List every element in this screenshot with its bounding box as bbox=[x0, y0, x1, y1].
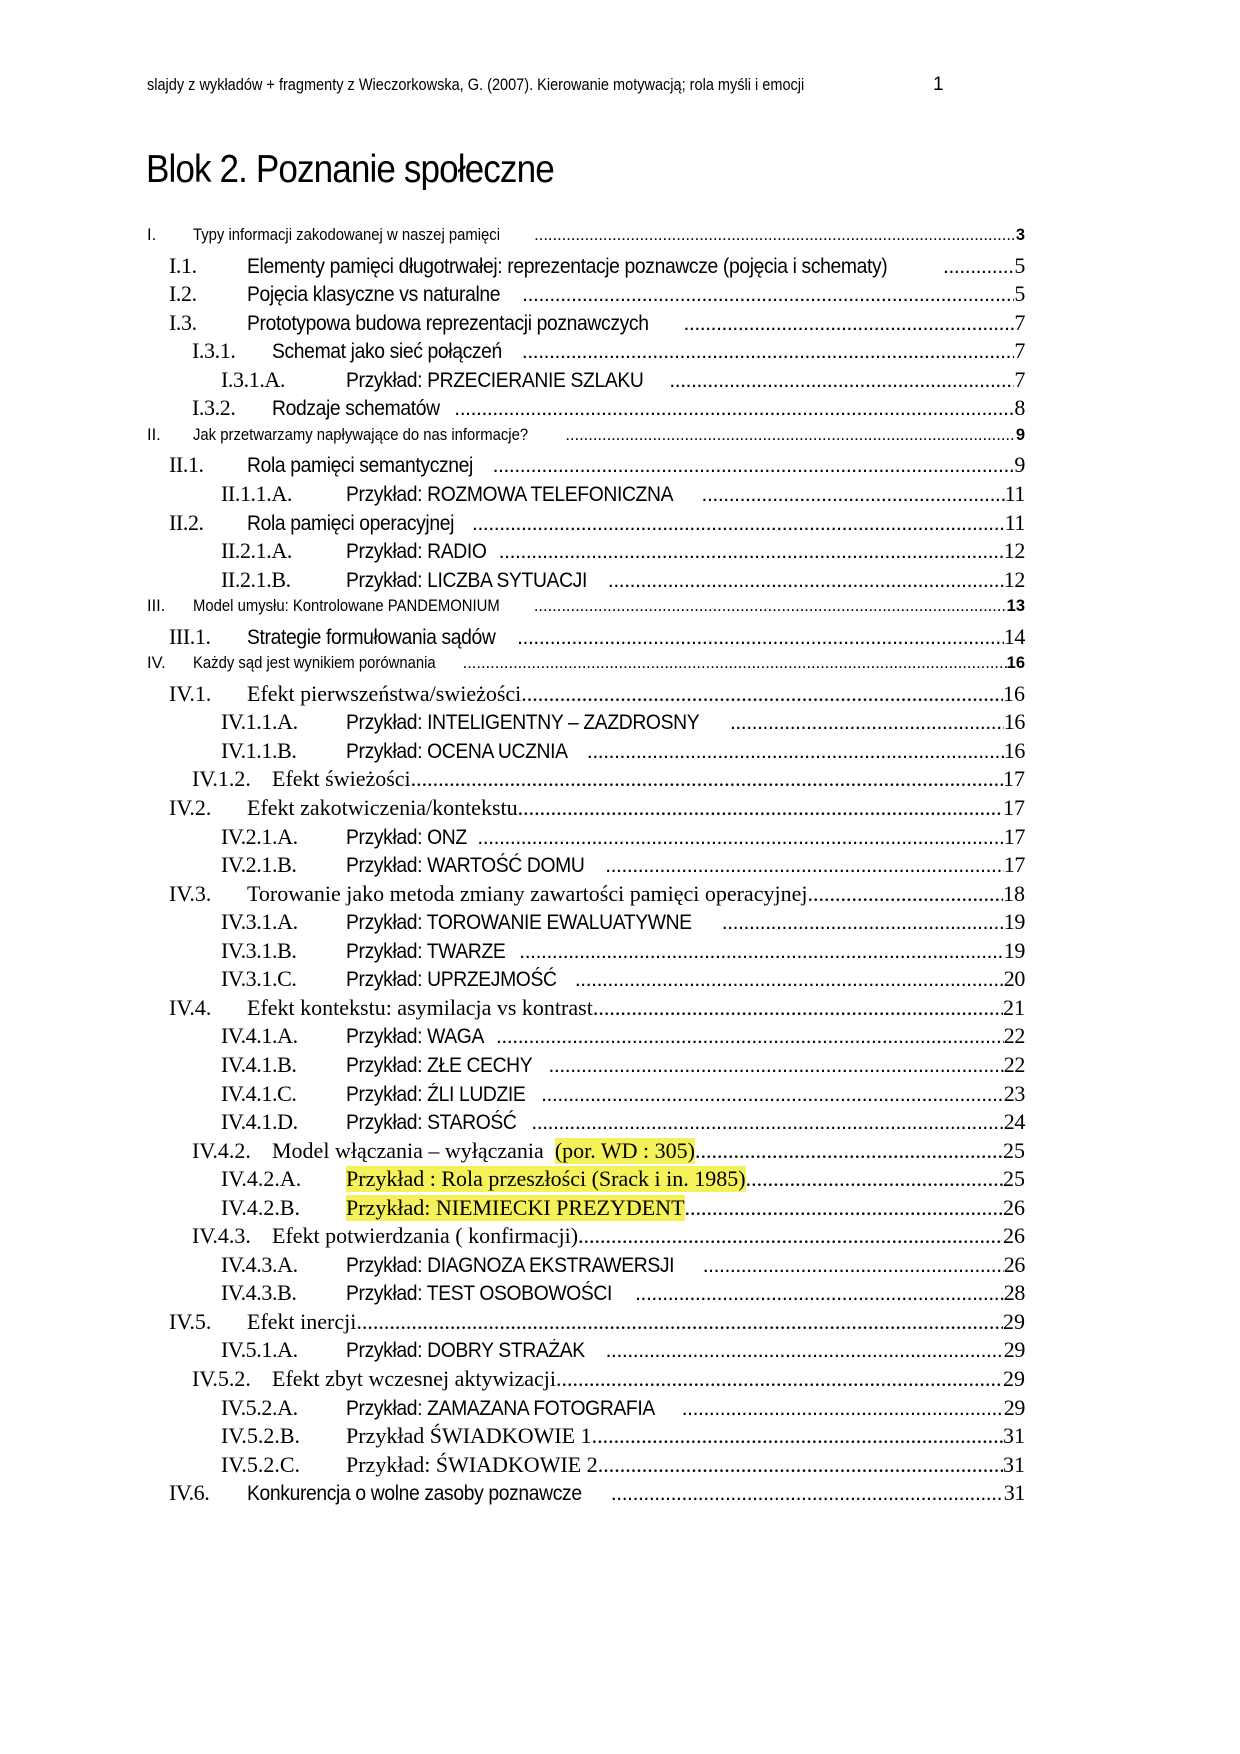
toc-entry-number: I.1. bbox=[169, 252, 197, 278]
toc-entry-page: 5 bbox=[1014, 281, 1025, 307]
toc-entry-number: IV.2.1.A. bbox=[221, 823, 298, 849]
toc-entry-number: IV.5.1.A. bbox=[221, 1337, 298, 1363]
toc-entry-number: IV.4.3. bbox=[192, 1223, 251, 1249]
toc-entry-page: 9 bbox=[1014, 452, 1025, 478]
toc-dot-leader bbox=[356, 1309, 1003, 1335]
toc-dot-leader bbox=[565, 426, 1015, 445]
toc-dot-leader bbox=[575, 968, 1004, 992]
toc-entry[interactable] bbox=[0, 1450, 1240, 1479]
toc-entry-page: 14 bbox=[1003, 623, 1025, 649]
toc-entry-title: Konkurencja o wolne zasoby poznawcze bbox=[247, 1482, 582, 1506]
toc-entry-title: Przykład: TOROWANIE EWALUATYWNE bbox=[346, 911, 692, 935]
toc-entry[interactable] bbox=[0, 1250, 1240, 1279]
toc-entry[interactable] bbox=[0, 365, 1240, 394]
toc-entry[interactable] bbox=[0, 479, 1240, 508]
toc-entry[interactable] bbox=[0, 593, 1240, 622]
toc-entry-number: IV.2.1.B. bbox=[221, 852, 297, 878]
toc-entry-title: Przykład: OCENA UCZNIA bbox=[346, 739, 568, 763]
toc-entry-page: 26 bbox=[1003, 1194, 1025, 1220]
toc-entry-page: 7 bbox=[1014, 338, 1025, 364]
toc-entry-title: Efekt pierwszeństwa/swieżości bbox=[247, 680, 522, 706]
toc-entry-number: IV.1.1.B. bbox=[221, 737, 297, 763]
toc-entry-title: Efekt zbyt wczesnej aktywizacji bbox=[272, 1366, 557, 1391]
toc-entry-number: II.1. bbox=[169, 452, 204, 478]
toc-dot-leader bbox=[463, 654, 1007, 673]
toc-dot-leader bbox=[541, 1083, 1004, 1107]
toc-dot-leader bbox=[608, 569, 1004, 593]
toc-entry-title: Strategie formułowania sądów bbox=[247, 625, 496, 649]
toc-dot-leader bbox=[635, 1282, 1004, 1306]
toc-dot-leader bbox=[682, 1397, 1004, 1421]
toc-entry-title: Rodzaje schematów bbox=[272, 397, 440, 421]
toc-entry-page: 13 bbox=[1006, 597, 1025, 616]
toc-dot-leader bbox=[695, 1138, 1003, 1164]
toc-entry[interactable] bbox=[0, 1335, 1240, 1364]
toc-entry-number: IV.4. bbox=[169, 994, 212, 1020]
toc-entry-number: IV.5.2.C. bbox=[221, 1451, 301, 1477]
toc-entry-page: 22 bbox=[1003, 1051, 1025, 1077]
toc-dot-leader bbox=[522, 283, 1014, 307]
toc-entry[interactable] bbox=[0, 536, 1240, 565]
toc-entry-title: Przykład: INTELIGENTNY – ZAZDROSNY bbox=[346, 711, 700, 735]
toc-entry-number: IV.3.1.C. bbox=[221, 966, 297, 992]
toc-entry[interactable] bbox=[0, 1278, 1240, 1307]
toc-entry-page: 19 bbox=[1003, 937, 1025, 963]
toc-dot-leader bbox=[517, 626, 1004, 650]
toc-entry-page: 28 bbox=[1003, 1280, 1025, 1306]
toc-entry[interactable] bbox=[0, 1079, 1240, 1108]
page-number: 1 bbox=[933, 74, 944, 95]
toc-entry[interactable] bbox=[0, 850, 1240, 879]
toc-entry-number: I.3.1. bbox=[192, 338, 236, 364]
toc-entry[interactable] bbox=[0, 222, 1240, 251]
toc-entry-title: Jak przetwarzamy napływające do nas informacje? bbox=[193, 425, 529, 444]
toc-entry-number: II.2.1.A. bbox=[221, 538, 292, 564]
toc-entry-page: 9 bbox=[1015, 425, 1025, 444]
toc-entry-page: 31 bbox=[1003, 1423, 1025, 1449]
toc-entry-title: Przykład: NIEMIECKI PREZYDENT bbox=[346, 1194, 685, 1220]
toc-dot-leader bbox=[454, 397, 1014, 421]
toc-entry-number: IV.5. bbox=[169, 1308, 212, 1334]
toc-entry-number: I. bbox=[147, 226, 157, 244]
toc-entry-title: Efekt świeżości bbox=[272, 766, 411, 792]
toc-entry[interactable] bbox=[0, 1221, 1240, 1250]
toc-entry-number: II.2.1.B. bbox=[221, 566, 291, 592]
toc-entry[interactable] bbox=[0, 1421, 1240, 1450]
toc-dot-leader bbox=[669, 369, 1014, 393]
toc-entry[interactable] bbox=[0, 793, 1240, 822]
toc-entry-title: Rola pamięci semantycznej bbox=[247, 454, 473, 478]
toc-entry-page: 8 bbox=[1014, 395, 1025, 421]
toc-entry-page: 29 bbox=[1003, 1337, 1025, 1363]
toc-entry-number: IV.2. bbox=[169, 795, 212, 820]
toc-entry-title: Schemat jako sieć połączeń bbox=[272, 340, 502, 364]
toc-dot-leader bbox=[534, 597, 1007, 616]
toc-entry[interactable] bbox=[0, 964, 1240, 993]
toc-entry-number: IV.3.1.B. bbox=[221, 937, 297, 963]
toc-entry-title: Typy informacji zakodowanej w naszej pamięci bbox=[193, 226, 501, 244]
toc-entry[interactable] bbox=[0, 1107, 1240, 1136]
toc-entry[interactable] bbox=[0, 393, 1240, 422]
toc-entry-title: Efekt inercji bbox=[247, 1308, 357, 1334]
toc-entry-page: 12 bbox=[1003, 538, 1025, 564]
document-title: Blok 2. Poznanie społeczne bbox=[146, 148, 554, 191]
toc-entry[interactable] bbox=[0, 1307, 1240, 1336]
toc-entry-number: IV.4.1.C. bbox=[221, 1080, 297, 1106]
toc-entry-page: 11 bbox=[1004, 480, 1025, 506]
toc-entry-title: Przykład: ŹLI LUDZIE bbox=[346, 1082, 526, 1106]
toc-entry-title: Przykład: ŚWIADKOWIE 2 bbox=[346, 1451, 598, 1477]
toc-entry[interactable] bbox=[0, 822, 1240, 851]
toc-entry-number: II.1.1.A. bbox=[221, 480, 292, 506]
toc-entry-page: 17 bbox=[1003, 823, 1025, 849]
toc-dot-leader bbox=[730, 711, 1004, 735]
toc-entry-number: I.3. bbox=[169, 309, 197, 335]
toc-entry-number: IV.5.2.A. bbox=[221, 1394, 298, 1420]
toc-entry-title: Efekt zakotwiczenia/kontekstu bbox=[247, 795, 518, 820]
toc-entry-number: IV.4.3.A. bbox=[221, 1251, 298, 1277]
toc-entry-title: Przykład: DOBRY STRAŻAK bbox=[346, 1339, 585, 1363]
toc-entry-title: Przykład: LICZBA SYTUACJI bbox=[346, 568, 587, 592]
toc-entry[interactable] bbox=[0, 879, 1240, 908]
toc-entry[interactable] bbox=[0, 993, 1240, 1022]
toc-entry-page: 29 bbox=[1003, 1394, 1025, 1420]
toc-entry-number: IV. bbox=[147, 654, 166, 673]
toc-entry-page: 18 bbox=[1003, 880, 1025, 906]
toc-entry-page: 17 bbox=[1003, 795, 1025, 820]
toc-entry-title: Przykład: DIAGNOZA EKSTRAWERSJI bbox=[346, 1253, 675, 1277]
toc-entry-number: IV.5.2. bbox=[192, 1366, 251, 1391]
toc-entry-title: Elementy pamięci długotrwałej: reprezentacje poznawcze (pojęcia i schematy) bbox=[247, 254, 888, 278]
toc-entry-page: 16 bbox=[1006, 654, 1025, 673]
toc-entry-page: 3 bbox=[1015, 226, 1025, 244]
toc-entry-page: 25 bbox=[1003, 1166, 1025, 1192]
toc-entry-page: 5 bbox=[1014, 252, 1025, 278]
toc-entry-title: Przykład: TEST OSOBOWOŚCI bbox=[346, 1282, 612, 1306]
toc-entry-title: Przykład: WARTOŚĆ DOMU bbox=[346, 854, 585, 878]
toc-entry-title: Efekt kontekstu: asymilacja vs kontrast bbox=[247, 994, 593, 1020]
toc-entry-number: IV.4.1.B. bbox=[221, 1051, 297, 1077]
toc-entry[interactable] bbox=[0, 1050, 1240, 1079]
toc-entry[interactable] bbox=[0, 336, 1240, 365]
toc-entry-page: 7 bbox=[1014, 309, 1025, 335]
toc-entry[interactable] bbox=[0, 308, 1240, 337]
toc-entry-number: IV.1.1.A. bbox=[221, 709, 298, 735]
toc-entry-title: Przykład: ZŁE CECHY bbox=[346, 1053, 533, 1077]
toc-entry-page: 24 bbox=[1003, 1109, 1025, 1135]
toc-entry-title: Przykład: ONZ bbox=[346, 825, 467, 849]
toc-entry-number: IV.1. bbox=[169, 680, 212, 706]
toc-entry[interactable] bbox=[0, 707, 1240, 736]
toc-entry-page: 16 bbox=[1003, 680, 1025, 706]
toc-entry-page: 29 bbox=[1003, 1308, 1025, 1334]
toc-dot-leader bbox=[722, 911, 1004, 935]
toc-entry-number: I.3.2. bbox=[192, 395, 236, 421]
toc-dot-leader bbox=[598, 1452, 1003, 1478]
toc-dot-leader bbox=[534, 226, 1016, 245]
toc-entry-page: 16 bbox=[1003, 709, 1025, 735]
toc-entry[interactable] bbox=[0, 1393, 1240, 1422]
toc-dot-leader bbox=[807, 881, 1003, 907]
toc-dot-leader bbox=[519, 940, 1004, 964]
toc-dot-leader bbox=[578, 1223, 1003, 1249]
toc-entry[interactable] bbox=[0, 508, 1240, 537]
toc-entry[interactable] bbox=[0, 1478, 1240, 1507]
toc-entry-number: IV.4.2. bbox=[192, 1137, 251, 1163]
toc-entry-title: Przykład: WAGA bbox=[346, 1025, 484, 1049]
toc-dot-leader bbox=[702, 483, 1005, 507]
toc-entry-number: II. bbox=[147, 425, 161, 444]
toc-entry[interactable] bbox=[0, 251, 1240, 280]
toc-entry[interactable] bbox=[0, 650, 1240, 679]
toc-dot-leader bbox=[683, 312, 1014, 336]
toc-entry-page: 7 bbox=[1014, 366, 1025, 392]
toc-entry-title: Przykład: ROZMOWA TELEFONICZNA bbox=[346, 482, 674, 506]
toc-dot-leader bbox=[518, 795, 1003, 821]
toc-entry-page: 17 bbox=[1003, 852, 1025, 878]
toc-entry[interactable] bbox=[0, 1164, 1240, 1193]
toc-entry-number: IV.1.2. bbox=[192, 766, 251, 792]
toc-entry[interactable] bbox=[0, 422, 1240, 451]
toc-entry-title: Model umysłu: Kontrolowane PANDEMONIUM bbox=[193, 597, 500, 616]
toc-entry-page: 11 bbox=[1004, 509, 1025, 535]
toc-dot-leader bbox=[499, 540, 1004, 564]
toc-entry-number: III.1. bbox=[169, 623, 211, 649]
toc-entry-page: 23 bbox=[1003, 1080, 1025, 1106]
toc-dot-leader bbox=[522, 340, 1014, 364]
toc-entry-number: IV.5.2.B. bbox=[221, 1423, 301, 1449]
toc-entry-page: 31 bbox=[1003, 1451, 1025, 1477]
toc-entry-title: Przykład : Rola przeszłości (Srack i in. 1985) bbox=[346, 1166, 746, 1192]
toc-entry-number: II.2. bbox=[169, 509, 204, 535]
toc-entry-page: 21 bbox=[1003, 994, 1025, 1020]
toc-entry-number: IV.4.1.A. bbox=[221, 1023, 298, 1049]
toc-entry-page: 26 bbox=[1003, 1223, 1025, 1249]
toc-entry[interactable] bbox=[0, 1136, 1240, 1165]
toc-entry-title: Przykład: ZAMAZANA FOTOGRAFIA bbox=[346, 1396, 655, 1420]
toc-entry-title: Rola pamięci operacyjnej bbox=[247, 511, 455, 535]
toc-dot-leader bbox=[746, 1166, 1003, 1192]
toc-entry-highlight-note: (por. WD : 305) bbox=[554, 1137, 695, 1163]
toc-entry-page: 19 bbox=[1003, 909, 1025, 935]
toc-entry-title: Przykład: TWARZE bbox=[346, 939, 506, 963]
toc-entry-title: Pojęcia klasyczne vs naturalne bbox=[247, 283, 501, 307]
toc-entry-page: 17 bbox=[1003, 766, 1025, 792]
toc-entry[interactable] bbox=[0, 907, 1240, 936]
toc-dot-leader bbox=[531, 1111, 1003, 1135]
toc-dot-leader bbox=[496, 1025, 1004, 1049]
toc-entry-page: 31 bbox=[1003, 1480, 1025, 1506]
toc-entry-page: 16 bbox=[1003, 737, 1025, 763]
toc-entry[interactable] bbox=[0, 1021, 1240, 1050]
toc-dot-leader bbox=[556, 1366, 1003, 1392]
toc-entry[interactable] bbox=[0, 736, 1240, 765]
toc-entry[interactable] bbox=[0, 565, 1240, 594]
toc-entry-title: Każdy sąd jest wynikiem porównania bbox=[193, 654, 436, 673]
toc-entry-title: Efekt potwierdzania ( konfirmacji) bbox=[272, 1223, 579, 1249]
toc-entry-number: I.3.1.A. bbox=[221, 366, 286, 392]
toc-entry[interactable] bbox=[0, 450, 1240, 479]
toc-dot-leader bbox=[606, 1339, 1004, 1363]
toc-entry-number: I.2. bbox=[169, 281, 197, 307]
toc-entry[interactable] bbox=[0, 1193, 1240, 1222]
toc-entry-number: IV.4.1.D. bbox=[221, 1109, 298, 1135]
toc-dot-leader bbox=[611, 1482, 1004, 1506]
toc-dot-leader bbox=[472, 512, 1005, 536]
toc-dot-leader bbox=[477, 826, 1003, 850]
toc-entry[interactable] bbox=[0, 622, 1240, 651]
toc-entry-page: 25 bbox=[1003, 1137, 1025, 1163]
toc-entry-number: IV.4.2.B. bbox=[221, 1194, 301, 1220]
toc-dot-leader bbox=[592, 1423, 1003, 1449]
toc-dot-leader bbox=[521, 681, 1003, 707]
toc-entry-number: IV.4.2.A. bbox=[221, 1166, 302, 1192]
toc-entry-title: Torowanie jako metoda zmiany zawartości pamięci operacyjnej bbox=[247, 880, 808, 906]
toc-entry-page: 26 bbox=[1003, 1251, 1025, 1277]
toc-entry-title: Prototypowa budowa reprezentacji poznawczych bbox=[247, 311, 649, 335]
toc-entry-title: Przykład: RADIO bbox=[346, 540, 487, 564]
toc-entry[interactable] bbox=[0, 679, 1240, 708]
toc-dot-leader bbox=[703, 1254, 1004, 1278]
toc-dot-leader bbox=[411, 766, 1003, 792]
toc-entry[interactable] bbox=[0, 279, 1240, 308]
toc-entry-title: Przykład: STAROŚĆ bbox=[346, 1111, 517, 1135]
toc-dot-leader bbox=[493, 454, 1015, 478]
toc-entry[interactable] bbox=[0, 936, 1240, 965]
toc-entry-number: IV.6. bbox=[169, 1480, 210, 1506]
toc-entry-title: Model włączania – wyłączania bbox=[272, 1137, 544, 1163]
toc-dot-leader bbox=[587, 740, 1004, 764]
toc-entry-title: Przykład ŚWIADKOWIE 1 bbox=[346, 1423, 592, 1449]
toc-entry-title: Przykład: UPRZEJMOŚĆ bbox=[346, 968, 557, 992]
toc-dot-leader bbox=[593, 995, 1003, 1021]
toc-entry-page: 22 bbox=[1003, 1023, 1025, 1049]
toc-entry-number: IV.3. bbox=[169, 880, 212, 906]
running-header: slajdy z wykładów + fragmenty z Wieczorkowska, G. (2007). Kierowanie motywacją; rola myśli i emocji bbox=[147, 76, 805, 94]
toc-dot-leader bbox=[605, 854, 1004, 878]
toc-entry-number: IV.3.1.A. bbox=[221, 909, 298, 935]
toc-entry-number: IV.4.3.B. bbox=[221, 1280, 297, 1306]
toc-entry-page: 12 bbox=[1003, 566, 1025, 592]
toc-dot-leader bbox=[943, 255, 1014, 279]
toc-entry-number: III. bbox=[147, 597, 166, 616]
toc-entry[interactable] bbox=[0, 1364, 1240, 1393]
toc-dot-leader bbox=[685, 1195, 1003, 1221]
toc-entry-page: 29 bbox=[1003, 1366, 1025, 1391]
toc-entry-title: Przykład: PRZECIERANIE SZLAKU bbox=[346, 368, 644, 392]
toc-entry[interactable] bbox=[0, 764, 1240, 793]
toc-dot-leader bbox=[548, 1054, 1003, 1078]
toc-entry-page: 20 bbox=[1003, 966, 1025, 992]
